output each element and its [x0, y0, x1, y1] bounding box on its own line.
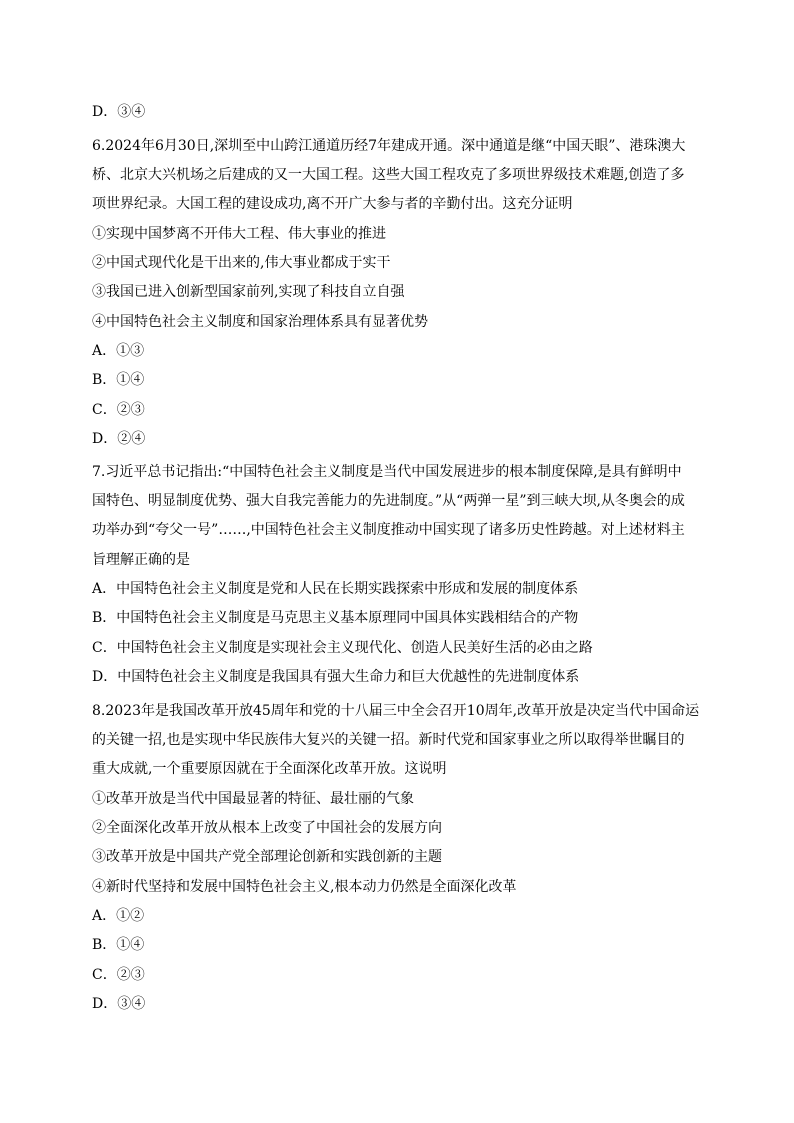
q6-stem-line-2: 桥、北京大兴机场之后建成的又一大国工程。这些大国工程攻克了多项世界级技术难题,创造了多	[92, 167, 685, 183]
q7-stem-line-2: 国特色、明显制度优势、强大自我完善能力的先进制度。”从“两弹一星”到三峡大坝,从冬奥会的成	[92, 493, 685, 509]
q8-statement-2: ②全面深化改革开放从根本上改变了中国社会的发展方向	[92, 820, 442, 836]
q7-stem-line-4: 旨理解正确的是	[92, 552, 190, 568]
q7-option-c: C．中国特色社会主义制度是实现社会主义现代化、创造人民美好生活的必由之路	[92, 640, 593, 656]
q6-statement-4: ④中国特色社会主义制度和国家治理体系具有显著优势	[92, 314, 428, 330]
q6-option-d: D．②④	[92, 431, 146, 447]
q6-stem-line-3: 项世界纪录。大国工程的建设成功,离不开广大参与者的辛勤付出。这充分证明	[92, 196, 573, 212]
q6-stem-line-1: 6.2024年6月30日,深圳至中山跨江通道历经7年建成开通。深中通道是继“中国天眼”、港珠澳大	[92, 138, 686, 154]
q6-statement-2: ②中国式现代化是干出来的,伟大事业都成于实干	[92, 255, 391, 271]
q8-option-a: A．①②	[92, 908, 145, 924]
q8-option-c: C．②③	[92, 967, 145, 983]
q7-stem-line-1: 7.习近平总书记指出:“中国特色社会主义制度是当代中国发展进步的根本制度保障,是具有鲜明中	[92, 464, 682, 480]
q7-stem-line-3: 功举办到“夸父一号”……,中国特色社会主义制度推动中国实现了诸多历史性跨越。对上述材料主	[92, 522, 685, 538]
q8-option-b: B．①④	[92, 937, 145, 953]
q6-option-a: A．①③	[92, 343, 145, 359]
q8-statement-4: ④新时代坚持和发展中国特色社会主义,根本动力仍然是全面深化改革	[92, 879, 517, 895]
q6-statement-3: ③我国已进入创新型国家前列,实现了科技自立自强	[92, 284, 405, 300]
q8-option-d: D．③④	[92, 996, 146, 1012]
q6-option-c: C．②③	[92, 402, 145, 418]
q8-stem-line-1: 8.2023年是我国改革开放45周年和党的十八届三中全会召开10周年,改革开放是决定当代中国命运	[92, 703, 700, 719]
q6-option-b: B．①④	[92, 372, 145, 388]
q8-stem-line-2: 的关键一招,也是实现中华民族伟大复兴的关键一招。新时代党和国家事业之所以取得举世瞩目的	[92, 732, 685, 748]
q7-option-a: A．中国特色社会主义制度是党和人民在长期实践探索中形成和发展的制度体系	[92, 581, 579, 597]
q8-statement-1: ①改革开放是当代中国最显著的特征、最壮丽的气象	[92, 791, 414, 807]
q8-stem-line-3: 重大成就,一个重要原因就在于全面深化改革开放。这说明	[92, 761, 447, 777]
q8-statement-3: ③改革开放是中国共产党全部理论创新和实践创新的主题	[92, 849, 442, 865]
q6-statement-1: ①实现中国梦离不开伟大工程、伟大事业的推进	[92, 226, 386, 242]
q7-option-b: B．中国特色社会主义制度是马克思主义基本原理同中国具体实践相结合的产物	[92, 610, 579, 626]
q7-option-d: D．中国特色社会主义制度是我国具有强大生命力和巨大优越性的先进制度体系	[92, 669, 580, 685]
q5-option-d: D．③④	[92, 104, 146, 120]
